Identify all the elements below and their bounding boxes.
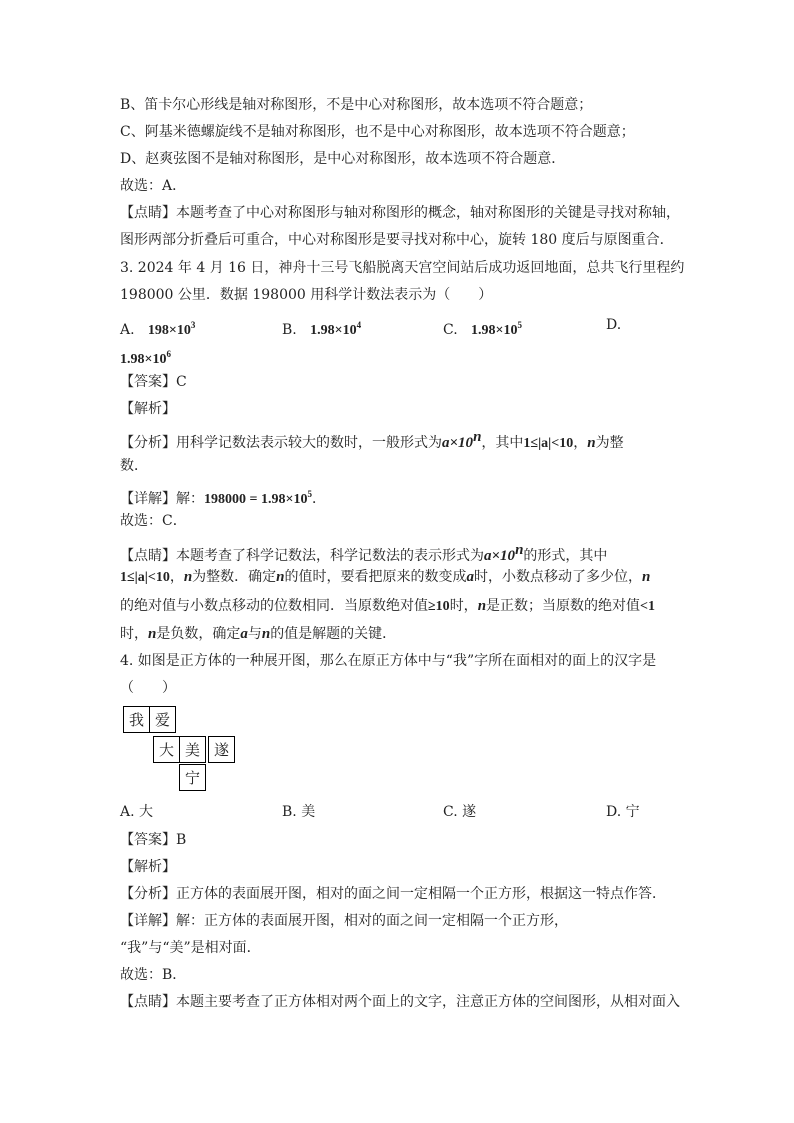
net-cell-ai: 爱 [149,706,176,733]
answer-label: 【答案】C [120,374,187,390]
analysis-text: 【分析】用科学记数法表示较大的数时，一般形式为$a\times 10^n$，其中1≤|a|<10，n为整 [120,429,624,451]
option-d-label: D. [606,317,622,333]
option-c-value: $1.98\times 10^5$ [471,320,523,338]
comment-text: 1≤|a|<10，n为整数．确定n的值时，要看把原来的数变成a时，小数点移动了多少位，n [120,569,651,585]
option-a-value: $198\times 10^3$ [147,320,196,338]
text-line: B、笛卡尔心形线是轴对称图形，不是中心对称图形，故本选项不符合题意； [120,97,593,113]
solution-text: 【详解】解：$198000 = 1.98\times 10^5$． [120,489,326,507]
text-line: D、赵爽弦图不是轴对称图形，是中心对称图形，故本选项不符合题意． [120,151,566,167]
question-4-stem: 4. 如图是正方体的一种展开图，那么在原正方体中与“我”字所在面相对的面上的汉字是 [120,653,657,669]
option-b-value: $1.98\times 10^4$ [310,320,362,338]
text-line: 图形两部分折叠后可重合，中心对称图形是要寻找对称中心，旋转 180 度后与原图重合． [120,232,674,248]
option-c: C. $1.98\times 10^5$ [443,320,523,338]
net-cell-mei: 美 [179,736,206,763]
option-c: C. 遂 [443,804,477,820]
option-a: A. 大 [120,804,154,820]
option-d-value: $1.98\times 10^6$ [120,349,171,367]
text-line: 故选：A． [120,178,187,194]
analysis-text-cont: 数． [120,458,148,474]
net-cell-wo: 我 [123,706,150,733]
analysis-label: 【解析】 [120,859,176,875]
text-line: C、阿基米德螺旋线不是轴对称图形，也不是中心对称图形，故本选项不符合题意； [120,124,635,140]
option-b: B. $1.98\times 10^4$ [282,320,362,338]
comment-text: 时，n是负数，确定a与n的值是解题的关键． [120,626,397,642]
question-4-stem-cont: （ ） [120,680,176,696]
analysis-label: 【解析】 [120,401,176,417]
choice-text: 故选：C． [120,513,187,529]
cube-net-figure [120,706,250,792]
question-3-stem-cont: 198000 公里．数据 198000 用科学计数法表示为（ ） [120,287,493,303]
comment-text: 【点睛】本题主要考查了正方体相对两个面上的文字，注意正方体的空间图形，从相对面入 [120,994,680,1010]
comment-text: 【点睛】本题考查了科学记数法，科学记数法的表示形式为$a\times 10^n$的形式，其中 [120,542,608,564]
net-cell-ning: 宁 [179,764,206,791]
text-line: 【点睛】本题考查了中心对称图形与轴对称图形的概念，轴对称图形的关键是寻找对称轴， [120,205,680,221]
solution-text: 【详解】解：正方体的表面展开图，相对的面之间一定相隔一个正方形， [120,913,568,929]
option-a: A. $198\times 10^3$ [120,320,196,338]
answer-label: 【答案】B [120,832,187,848]
net-cell-da: 大 [153,736,180,763]
solution-text-cont: “我”与“美”是相对面． [120,940,261,956]
option-d: D. 宁 [606,804,640,820]
comment-text: 的绝对值与小数点移动的位数相同．当原数绝对值≥10时，n是正数；当原数的绝对值<1 [120,598,656,614]
option-b: B. 美 [282,804,316,820]
choice-text: 故选：B． [120,967,187,983]
analysis-text: 【分析】正方体的表面展开图，相对的面之间一定相隔一个正方形，根据这一特点作答． [120,886,666,902]
question-3-stem: 3. 2024 年 4 月 16 日，神舟十三号飞船脱离天宫空间站后成功返回地面，总共飞行里程约 [120,260,685,276]
net-cell-sui: 遂 [208,736,235,763]
